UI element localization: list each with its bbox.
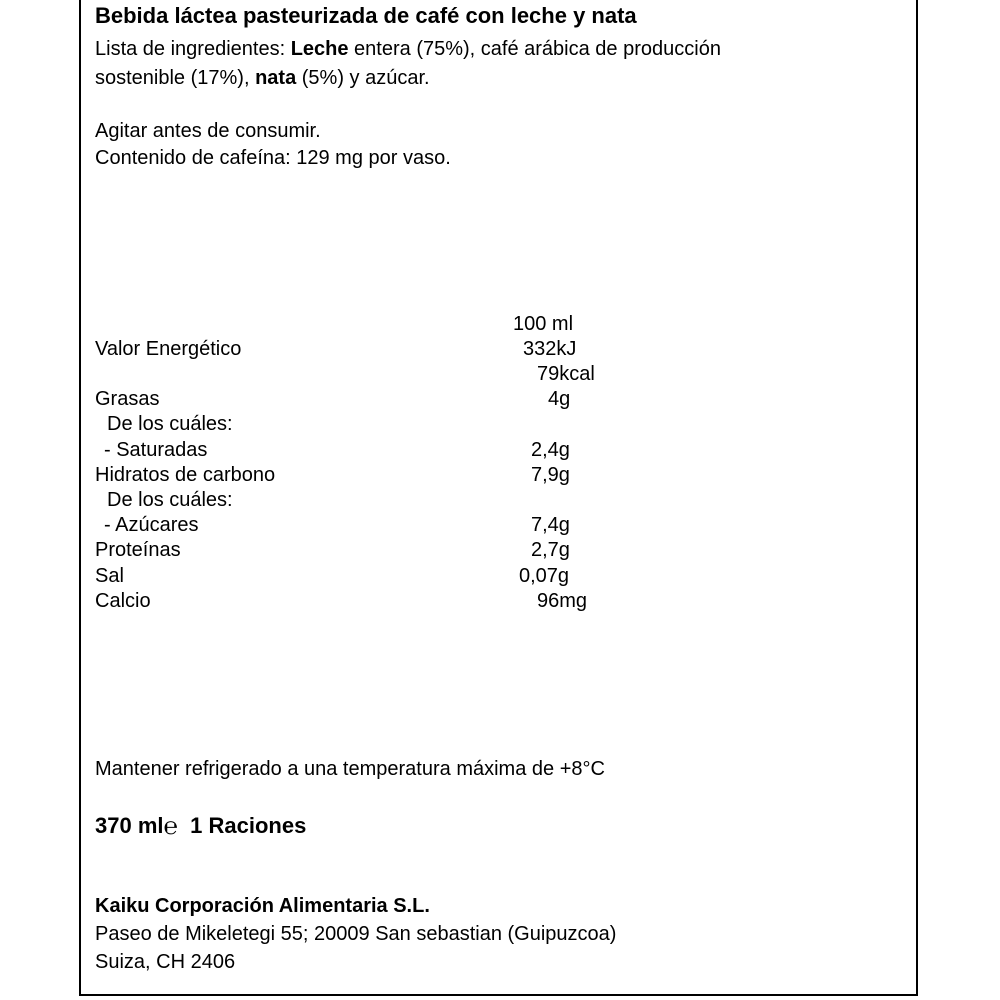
quantity-line xyxy=(95,814,306,839)
ingredients-prefix: Lista de ingredientes: xyxy=(95,38,291,60)
nutrition-value-proteinas: 2,7g xyxy=(531,539,570,561)
ingredients-line-2 xyxy=(95,66,430,90)
nutrition-label-subheader: De los cuáles: xyxy=(107,413,233,435)
company-address: Paseo de Mikeletegi 55; 20009 San sebastian (Guipuzcoa) xyxy=(95,923,617,945)
nutrition-label-subheader-2: De los cuáles: xyxy=(107,489,233,511)
storage-instruction: Mantener refrigerado a una temperatura máxima de +8°C xyxy=(95,758,605,780)
caffeine-content: Contenido de cafeína: 129 mg por vaso. xyxy=(95,147,451,169)
company-name: Kaiku Corporación Alimentaria S.L. xyxy=(95,895,430,917)
nutrition-value-grasas: 4g xyxy=(548,388,571,410)
nutrition-value-calcio: 96mg xyxy=(537,590,588,612)
ingredients-text-3: (5%) y azúcar. xyxy=(296,67,430,89)
product-title: Bebida láctea pasteurizada de café con leche y nata xyxy=(95,3,637,28)
energy-kj: 332kJ xyxy=(523,338,577,360)
nutrition-value-hidratos: 7,9g xyxy=(531,464,570,486)
ingredient-nata: nata xyxy=(255,67,297,89)
servings: 1 Raciones xyxy=(190,813,307,838)
nutrition-label-sal: Sal xyxy=(95,565,124,587)
nutrition-label-proteinas: Proteínas xyxy=(95,539,181,561)
nutrition-label-grasas: Grasas xyxy=(95,388,160,410)
ingredients-text-1: entera (75%), café arábica de producción xyxy=(348,38,721,60)
energy-label: Valor Energético xyxy=(95,338,242,360)
nutrition-label-saturadas: - Saturadas xyxy=(104,439,208,461)
nutrition-value-azucares: 7,4g xyxy=(531,514,570,536)
nutrition-label-azucares: - Azúcares xyxy=(104,514,199,536)
energy-kcal: 79kcal xyxy=(537,363,595,385)
shake-instruction: Agitar antes de consumir. xyxy=(95,120,321,142)
net-volume: 370 ml xyxy=(95,813,164,838)
ingredient-leche: Leche xyxy=(290,38,349,60)
ingredients-line-1 xyxy=(95,37,721,61)
company-location: Suiza, CH 2406 xyxy=(95,951,236,973)
estimated-sign-icon: ℮ xyxy=(163,813,178,840)
nutrition-value-sal: 0,07g xyxy=(519,565,570,587)
nutrition-label-hidratos: Hidratos de carbono xyxy=(95,464,276,486)
nutrition-value-saturadas: 2,4g xyxy=(531,439,570,461)
nutrition-label-calcio: Calcio xyxy=(95,590,151,612)
ingredients-text-2: sostenible (17%), xyxy=(95,67,256,89)
nutrition-header: 100 ml xyxy=(513,313,574,335)
